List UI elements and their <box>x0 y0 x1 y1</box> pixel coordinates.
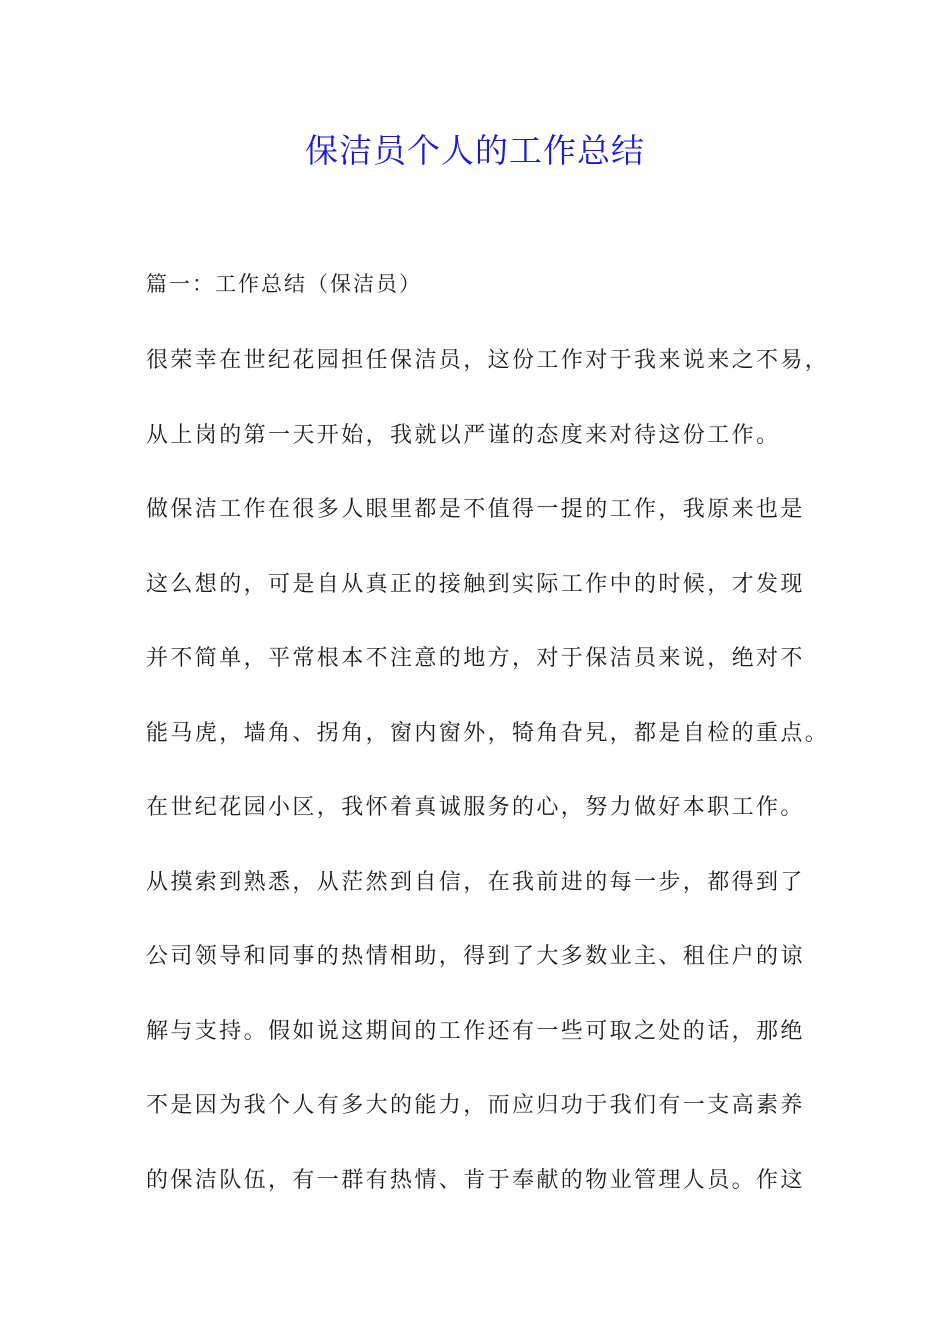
text-line: 这么想的，可是自从真正的接触到实际工作中的时候，才发现 <box>146 571 805 597</box>
text-line: 从上岗的第一天开始，我就以严谨的态度来对待这份工作。 <box>146 422 781 448</box>
text-line: 并不简单，平常根本不注意的地方，对于保洁员来说，绝对不 <box>146 646 805 671</box>
text-line: 在世纪花园小区，我怀着真诚服务的心，努力做好本职工作。 <box>146 795 805 820</box>
text-line: 公司领导和同事的热情相助，得到了大多数业主、租住户的谅 <box>146 944 805 969</box>
text-line: 做保洁工作在很多人眼里都是不值得一提的工作，我原来也是 <box>146 497 805 522</box>
text-line: 从摸索到熟悉，从茫然到自信，在我前进的每一步，都得到了 <box>146 869 805 895</box>
text-line: 能马虎，墙角、拐角，窗内窗外，犄角旮旯，都是自检的重点。 <box>146 720 830 746</box>
text-line: 很荣幸在世纪花园担任保洁员，这份工作对于我来说来之不易， <box>146 348 830 373</box>
body-text <box>146 345 846 1239</box>
section-heading: 篇一：工作总结（保洁员） <box>146 272 422 296</box>
text-line: 的保洁队伍，有一群有热情、肯于奉献的物业管理人员。作这 <box>146 1167 805 1193</box>
document-title: 保洁员个人的工作总结 <box>305 131 645 170</box>
text-line: 解与支持。假如说这期间的工作还有一些可取之处的话，那绝 <box>146 1018 805 1044</box>
text-line: 不是因为我个人有多大的能力，而应归功于我们有一支高素养 <box>146 1093 805 1118</box>
